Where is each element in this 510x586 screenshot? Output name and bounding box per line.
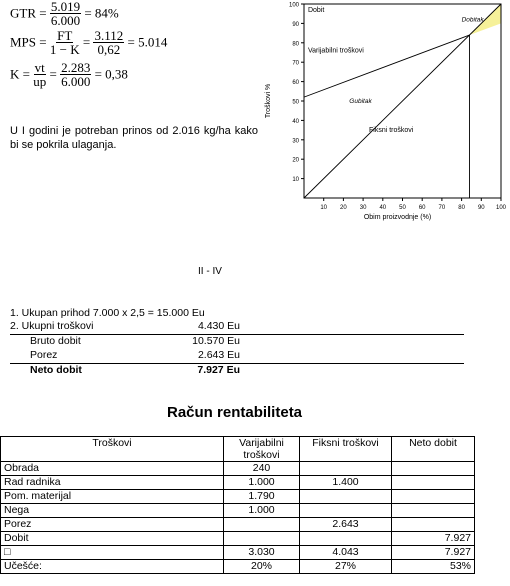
table-cell: □ — [1, 546, 224, 560]
table-row — [1, 518, 475, 532]
table-cell: Dobit — [1, 532, 224, 546]
formula-mps: MPS = $\frac{FT}{1 - K}$ = $\frac{3.112}{0,62}$ = 5.014 — [10, 28, 168, 57]
table-cell: 20% — [224, 560, 300, 574]
equals-sign: = — [49, 66, 57, 82]
table-cell: 7.927 — [392, 532, 475, 546]
table-cell: 7.927 — [392, 546, 475, 560]
table-cell: 1.000 — [224, 476, 300, 490]
equals-sign: = — [82, 34, 91, 50]
denominator: 1 − K — [49, 42, 80, 57]
y-tick-label: 40 — [292, 118, 299, 125]
x-tick-label: 50 — [399, 205, 406, 211]
numerator: vt — [34, 60, 45, 75]
fraction — [50, 0, 81, 27]
x-tick-label: 30 — [359, 205, 367, 211]
denominator: 6.000 — [50, 13, 81, 28]
formula-lhs: GTR — [10, 5, 36, 21]
variable-cost-label: Varijabilni troškovi — [307, 47, 364, 55]
numerator: FT — [57, 28, 73, 43]
income-value: 7.927 Eu — [197, 364, 240, 376]
fraction — [33, 61, 46, 88]
formula-k: K = $\frac{vt}{up}$ = $\frac{2.283}{6.000}$ = 0,38 — [10, 60, 128, 89]
fraction — [50, 29, 80, 56]
table-cell — [300, 490, 392, 504]
formula-gtr: GTR = $\frac{5.019}{6.000}$ = 84% — [10, 0, 119, 28]
table-row — [1, 476, 475, 490]
dobitak-label: Dobitak — [461, 16, 484, 24]
table-cell — [224, 532, 300, 546]
y-tick-label: 20 — [292, 157, 299, 164]
body-paragraph: U I godini je potreban prinos od 2.016 kg/ha kako bi se pokrila ulaganja. — [10, 125, 258, 151]
x-axis-label: Obim proizvodnje (%) — [363, 214, 432, 221]
table-cell: 1.790 — [224, 490, 300, 504]
dobit-label: Dobit — [307, 6, 325, 14]
column-header: Troškovi — [1, 437, 224, 462]
y-tick-label: 100 — [288, 2, 299, 9]
table-cell — [392, 462, 475, 476]
income-value: 10.570 Eu — [192, 335, 240, 347]
fixed-cost-label: Fiksni troškovi — [369, 127, 414, 135]
denominator: up — [33, 74, 47, 89]
income-row — [10, 364, 470, 378]
income-value: 2.643 Eu — [197, 349, 240, 361]
formula-result: = 84% — [84, 5, 119, 21]
table-cell — [392, 490, 475, 504]
formula-result: = 0,38 — [94, 66, 128, 82]
formula-lhs: MPS — [10, 34, 37, 50]
income-label: Neto dobit — [30, 364, 82, 376]
table-cell — [224, 518, 300, 532]
numerator: 5.019 — [50, 0, 81, 14]
table-cell: 240 — [224, 462, 300, 476]
x-tick-label: 10 — [320, 205, 328, 211]
table-cell: Nega — [1, 504, 224, 518]
y-tick-label: 90 — [292, 21, 299, 28]
x-tick-label: 70 — [438, 205, 446, 211]
section-heading: II - IV — [198, 266, 222, 277]
y-tick-label: 60 — [292, 80, 299, 87]
loss-label: Gubitak — [349, 97, 372, 105]
table-cell — [392, 504, 475, 518]
income-value: 4.430 Eu — [197, 320, 240, 332]
denominator: 0,62 — [97, 42, 121, 57]
table-row — [1, 462, 475, 476]
income-label: 1. Ukupan prihod 7.000 x 2,5 = 15.000 Eu — [10, 307, 205, 319]
table-cell — [392, 476, 475, 490]
table-cell: 3.030 — [224, 546, 300, 560]
rentability-table — [0, 436, 475, 574]
breakeven-chart — [262, 0, 510, 226]
fraction — [60, 61, 91, 88]
table-cell: 2.643 — [300, 518, 392, 532]
table-cell: Rad radnika — [1, 476, 224, 490]
table-cell — [300, 532, 392, 546]
y-axis-label: Troškovi % — [265, 83, 272, 119]
table-cell — [300, 504, 392, 518]
variable-cost-line — [304, 35, 469, 97]
table-row — [1, 546, 475, 560]
numerator: 2.283 — [61, 60, 91, 75]
y-tick-label: 70 — [292, 60, 299, 67]
income-label: Bruto dobit — [30, 335, 81, 347]
table-row — [1, 504, 475, 518]
table-row — [1, 490, 475, 504]
formula-result: = 5.014 — [127, 34, 168, 50]
table-header-row — [1, 437, 475, 462]
table-row — [1, 560, 475, 574]
x-tick-label: 90 — [477, 205, 485, 211]
column-header: Varijabilni troškovi — [224, 437, 300, 462]
column-header: Fiksni troškovi — [300, 437, 392, 462]
table-cell: 4.043 — [300, 546, 392, 560]
income-row — [10, 320, 470, 334]
x-tick-label: 40 — [379, 205, 387, 211]
fixed-cost-line — [304, 4, 501, 198]
x-tick-label: 80 — [458, 205, 465, 211]
income-label: Porez — [30, 349, 58, 361]
x-tick-label: 60 — [418, 205, 426, 211]
income-row — [10, 307, 470, 321]
x-tick-label: 20 — [340, 205, 347, 211]
income-label: 2. Ukupni troškovi — [10, 320, 94, 332]
table-cell — [392, 518, 475, 532]
table-row — [1, 532, 475, 546]
income-row — [10, 349, 470, 363]
y-tick-label: 50 — [292, 99, 299, 106]
numerator: 3.112 — [94, 28, 124, 43]
formula-lhs: K — [10, 66, 20, 82]
table-cell — [300, 462, 392, 476]
table-cell: Obrada — [1, 462, 224, 476]
column-header: Neto dobit — [392, 437, 475, 462]
fraction — [93, 29, 124, 56]
table-cell: Porez — [1, 518, 224, 532]
table-cell: Pom. materijal — [1, 490, 224, 504]
table-title: Račun rentabiliteta — [167, 404, 303, 421]
x-tick-label: 100 — [495, 205, 507, 211]
table-cell: 53% — [392, 560, 475, 574]
y-tick-label: 10 — [292, 177, 299, 184]
table-cell: 1.400 — [300, 476, 392, 490]
table-cell: 27% — [300, 560, 392, 574]
table-cell: 1.000 — [224, 504, 300, 518]
table-cell: Učešće: — [1, 560, 224, 574]
y-tick-label: 30 — [292, 138, 299, 145]
y-tick-label: 80 — [292, 41, 299, 48]
denominator: 6.000 — [61, 74, 91, 89]
income-row — [10, 335, 470, 349]
